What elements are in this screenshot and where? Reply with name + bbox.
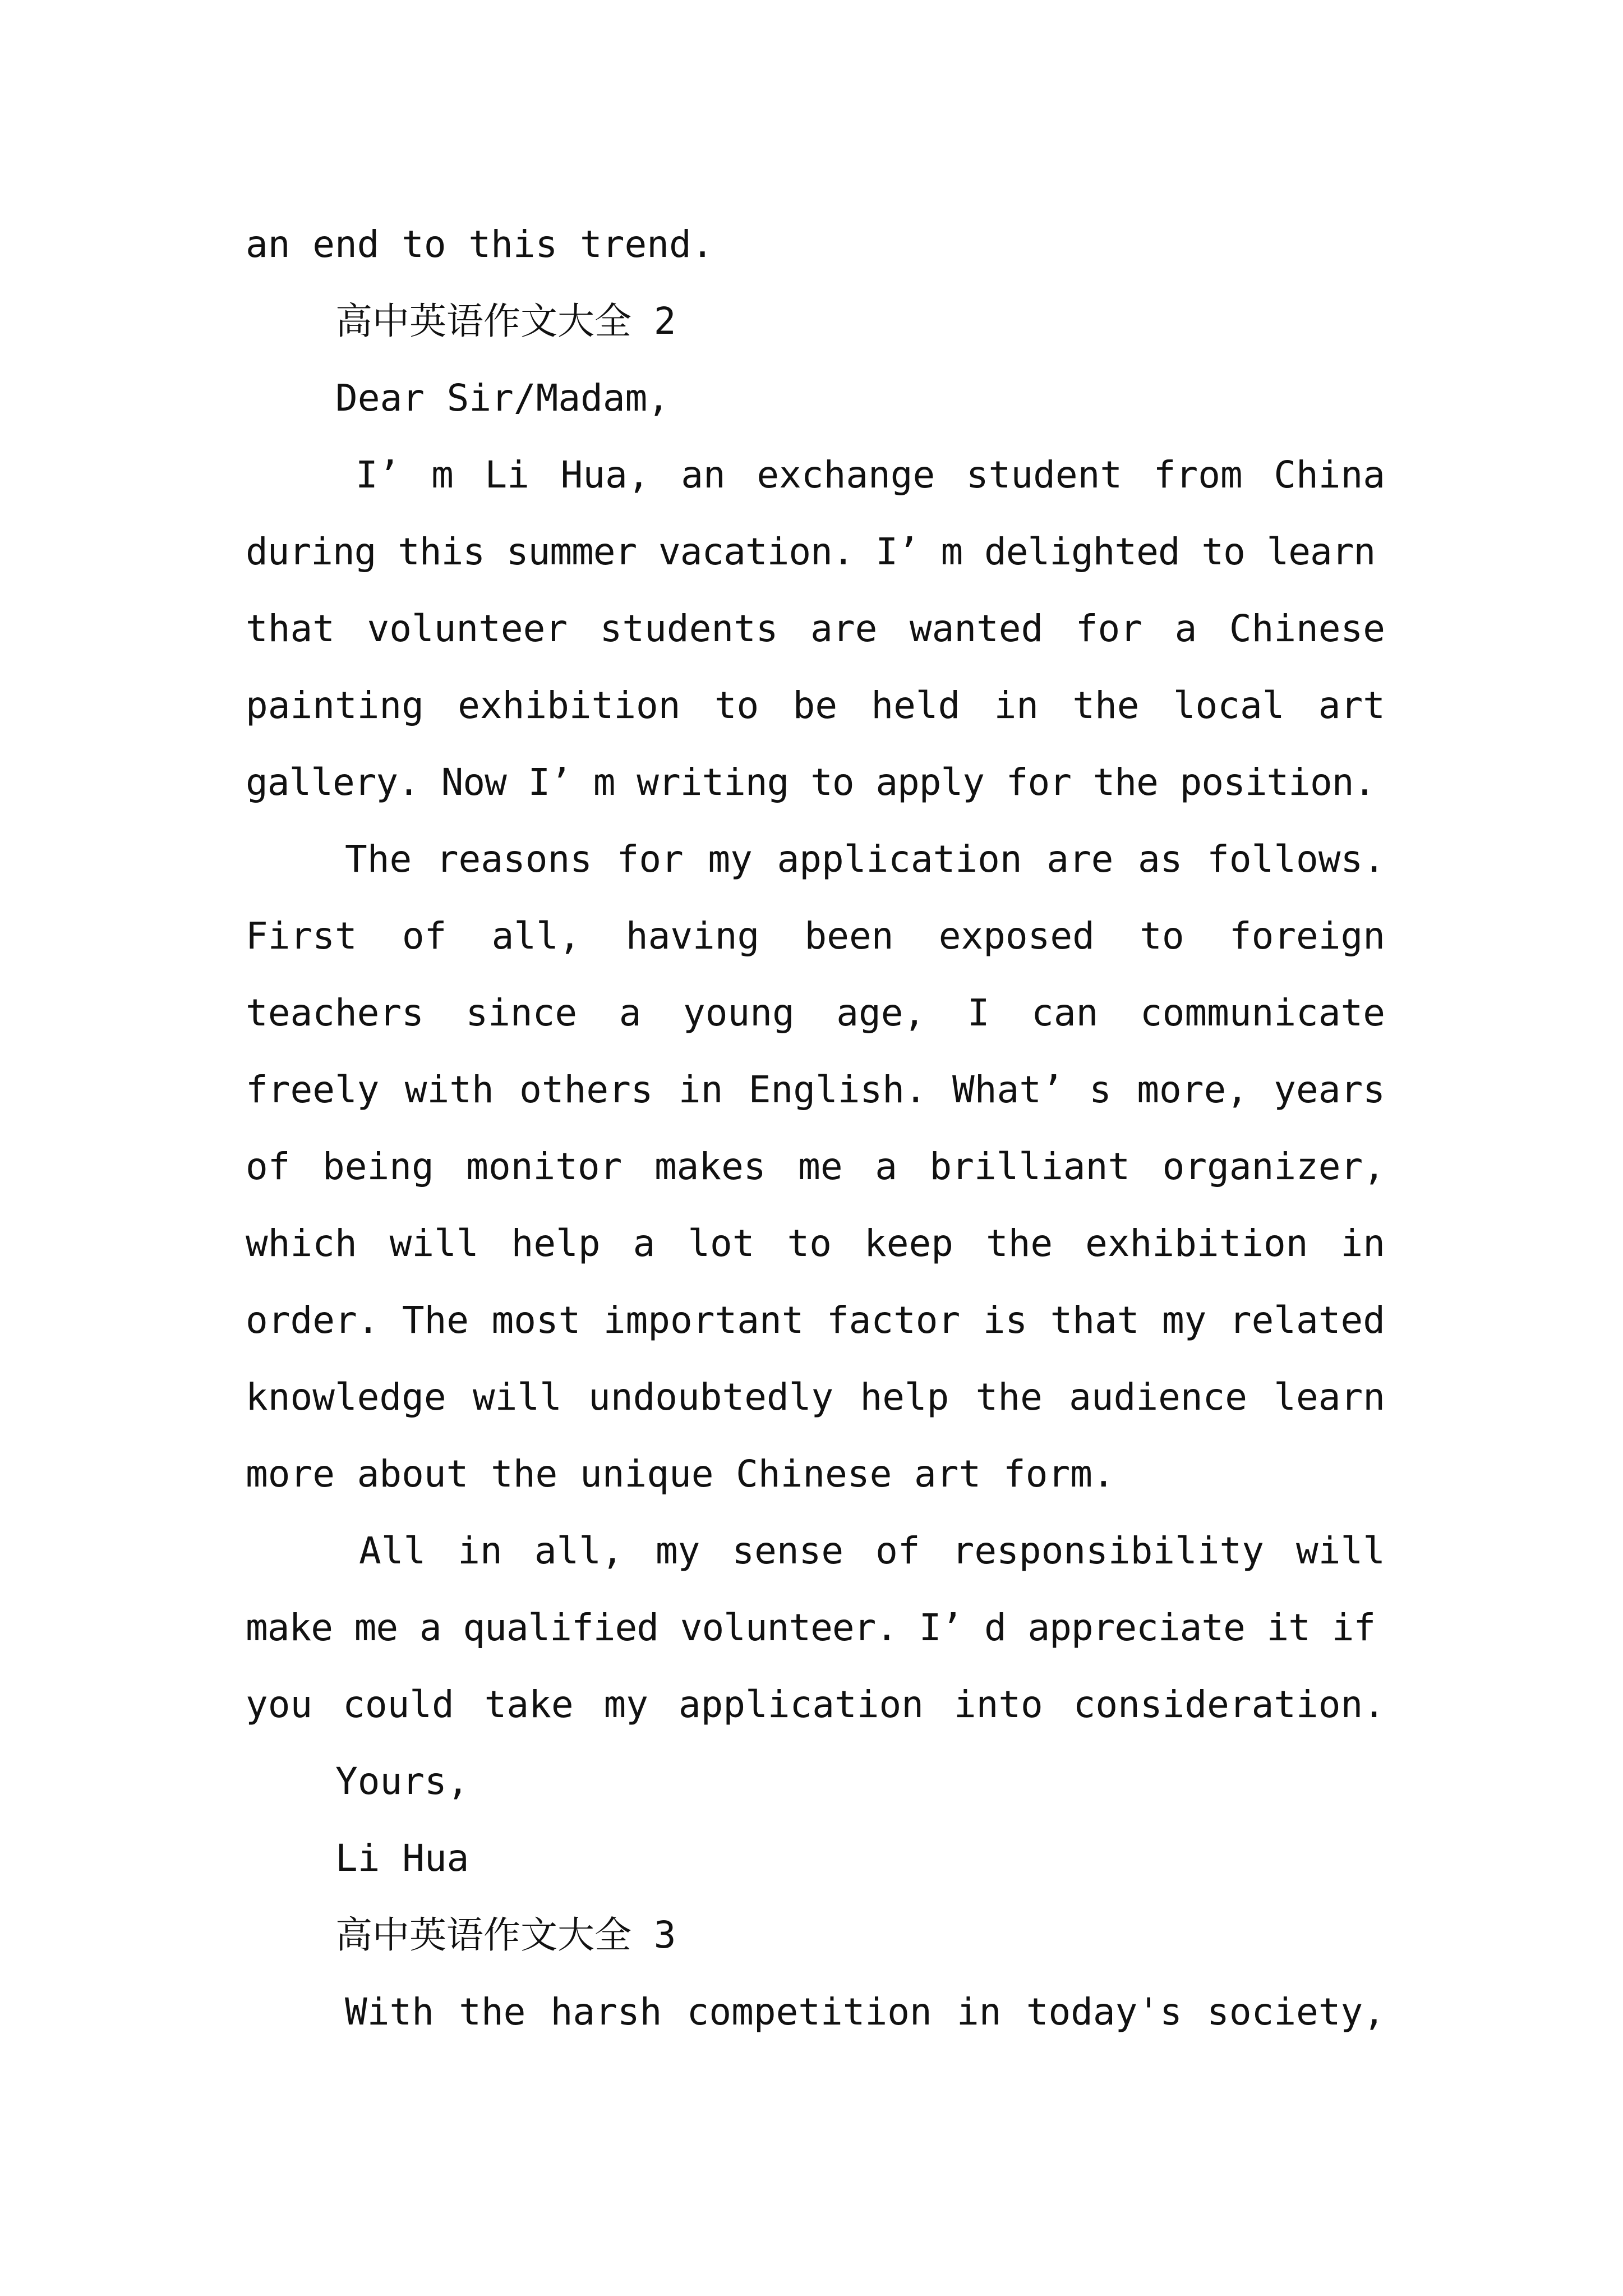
- salutation: Dear Sir/Madam,: [335, 376, 670, 420]
- paragraph-line: With the harsh competition in today's society,: [345, 1990, 1385, 2033]
- paragraph-line: freely with others in English. What’ s more, years: [246, 1068, 1385, 1111]
- paragraph-line: All in all, my sense of responsibility will: [359, 1529, 1385, 1572]
- paragraph-line: painting exhibition to be held in the local art: [246, 684, 1385, 727]
- paragraph-line: you could take my application into consideration.: [246, 1683, 1385, 1726]
- continuation-line: an end to this trend.: [246, 223, 714, 266]
- paragraph-line: of being monitor makes me a brilliant organizer,: [246, 1145, 1385, 1188]
- paragraph-line: teachers since a young age, I can communicate: [246, 991, 1385, 1034]
- paragraph-line: knowledge will undoubtedly help the audience learn: [246, 1375, 1385, 1419]
- paragraph-line: that volunteer students are wanted for a Chinese: [246, 607, 1385, 650]
- essay-heading: 高中英语作文大全 3: [335, 1913, 676, 1957]
- paragraph-line: which will help a lot to keep the exhibition in: [246, 1222, 1385, 1265]
- signature: Li Hua: [335, 1837, 469, 1880]
- paragraph-line: The reasons for my application are as follows.: [345, 838, 1385, 881]
- paragraph-line: order. The most important factor is that my related: [246, 1299, 1385, 1342]
- paragraph-line: I’ m Li Hua, an exchange student from China: [356, 453, 1385, 496]
- paragraph-line: gallery. Now I’ m writing to apply for the position.: [246, 761, 1376, 804]
- paragraph-line: more about the unique Chinese art form.: [246, 1452, 1115, 1496]
- paragraph-line: during this summer vacation. I’ m delighted to learn: [246, 530, 1376, 573]
- paragraph-line: First of all, having been exposed to foreign: [246, 914, 1385, 958]
- paragraph-line: make me a qualified volunteer. I’ d appreciate it if: [246, 1606, 1376, 1649]
- essay-heading: 高中英语作文大全 2: [335, 300, 676, 343]
- closing: Yours,: [335, 1760, 469, 1803]
